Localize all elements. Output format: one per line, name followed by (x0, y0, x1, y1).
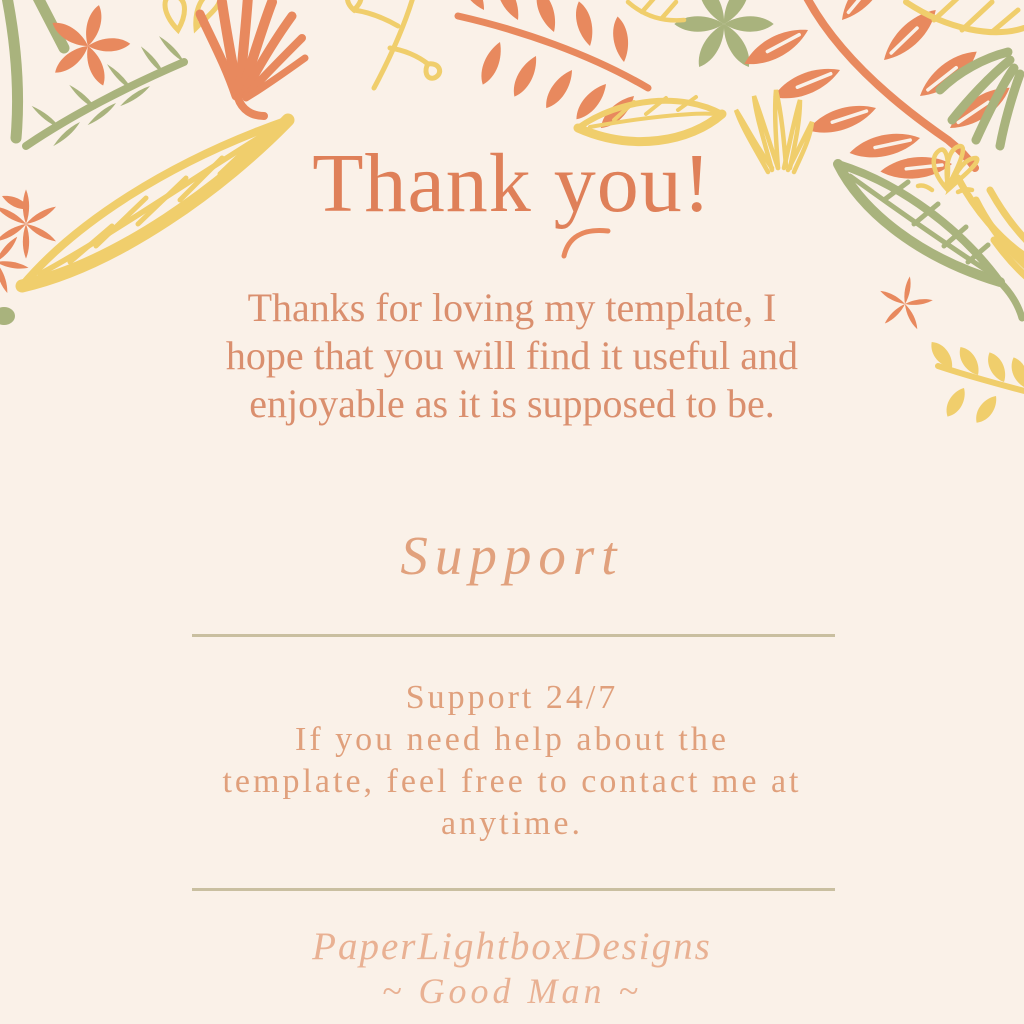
intro-line-1: Thanks for loving my template, I (247, 285, 777, 330)
floral-yellow-loop-petals (165, 0, 220, 30)
divider-top (192, 634, 835, 637)
floral-green-stems (6, 0, 64, 138)
intro-text (0, 284, 1024, 428)
floral-yellow-mini-leaf (628, 0, 684, 20)
support-heading: Support (400, 525, 624, 586)
intro-line-3: enjoyable as it is supposed to be. (249, 381, 775, 426)
byline: ~ Good Man ~ (382, 971, 642, 1011)
footer (0, 925, 1024, 1013)
support-line-2: If you need help about the (295, 721, 729, 758)
floral-green-leaf-sprig (26, 34, 186, 148)
floral-yellow-leaf-small-outline (578, 97, 722, 142)
brand-name: PaperLightboxDesigns (312, 925, 712, 968)
floral-orange-fan-frond (200, 0, 305, 116)
support-text (0, 677, 1024, 845)
support-line-1: Support 24/7 (405, 679, 619, 716)
floral-orange-curl (564, 230, 608, 256)
card-title: Thank you! (312, 137, 712, 230)
support-line-4: anytime. (440, 805, 584, 842)
divider-bottom (192, 888, 835, 891)
support-line-3: template, feel free to contact me at (222, 763, 802, 800)
floral-yellow-twig (347, 0, 439, 88)
intro-line-2: hope that you will find it useful and (225, 333, 799, 378)
